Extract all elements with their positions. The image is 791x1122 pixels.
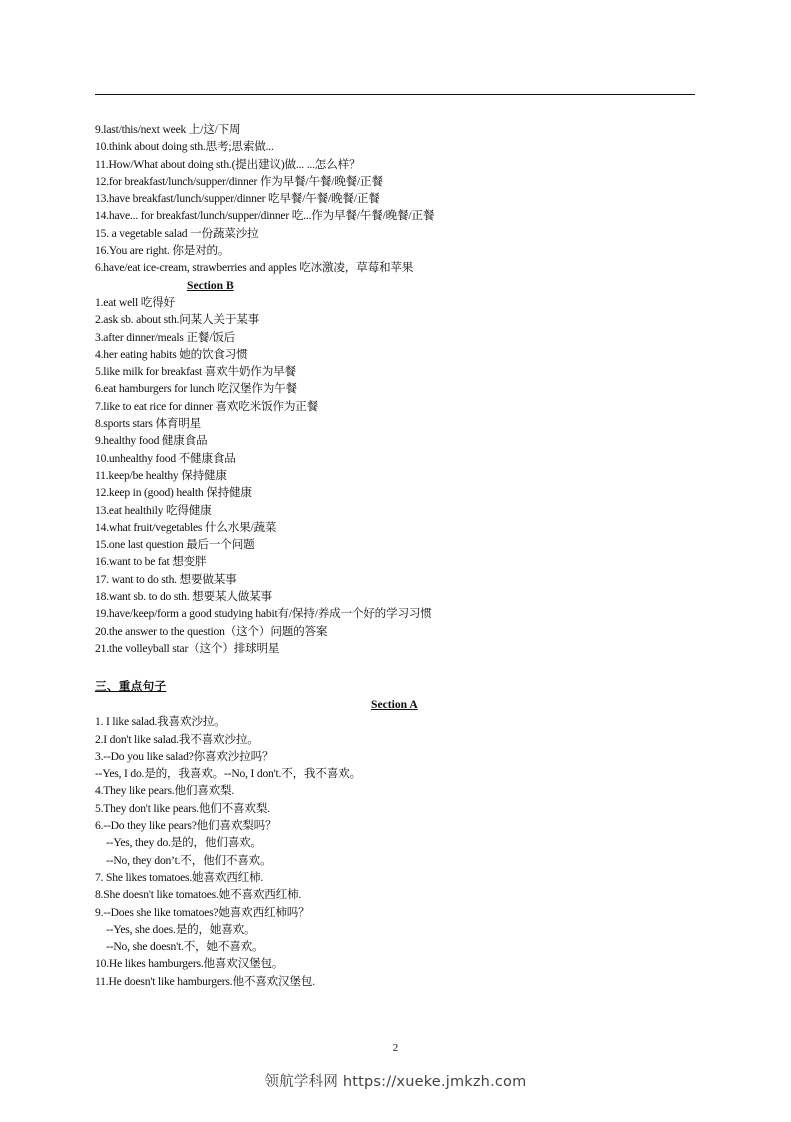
sentence-line: 7. She likes tomatoes.她喜欢西红柿.: [95, 870, 264, 884]
sentence-line: 6.--Do they like pears?他们喜欢梨吗？: [95, 819, 277, 833]
phrase-line: 9.healthy food 健康食品: [95, 434, 208, 448]
section-a-heading: [95, 696, 695, 713]
phrase-line: 12.keep in (good) health 保持健康: [95, 486, 252, 500]
watermark: 领航学科网 https://xueke.jmkzh.com: [264, 1074, 527, 1090]
phrase-line: 16.want to be fat 想变胖: [95, 555, 207, 569]
phrase-line: 2.ask sb. about sth.问某人关于某事: [95, 313, 259, 327]
phrase-line: 6.eat hamburgers for lunch 吃汉堡作为午餐: [95, 382, 297, 396]
phrase-line: 15. a vegetable salad 一份蔬菜沙拉: [95, 226, 259, 240]
section-a-heading-text: Section A: [371, 698, 418, 711]
phrase-line: 8.sports stars 体育明星: [95, 417, 202, 431]
phrase-line: 7.like to eat rice for dinner 喜欢吃米饭作为正餐: [95, 399, 319, 413]
phrases-block: [95, 121, 695, 657]
phrase-line: 19.have/keep/form a good studying habit有/保持/养成一个好的学习习惯: [95, 607, 432, 621]
sentence-line-indented: --Yes, she does.是的，她喜欢。: [106, 922, 256, 936]
phrase-line: 13.have breakfast/lunch/supper/dinner 吃早餐/午餐/晚餐/正餐: [95, 192, 380, 206]
phrase-line: 4.her eating habits 她的饮食习惯: [95, 347, 248, 361]
phrase-line: 6.have/eat ice-cream, strawberries and apples 吃冰激凌，草莓和苹果: [95, 261, 414, 275]
sentence-line: 2.I don't like salad.我不喜欢沙拉。: [95, 732, 259, 746]
phrase-line: 14.what fruit/vegetables 什么水果/蔬菜: [95, 520, 277, 534]
sentence-line-indented: --No, they don’t.不，他们不喜欢。: [106, 853, 272, 867]
phrase-line: 16.You are right. 你是对的。: [95, 244, 230, 258]
sentence-line: --Yes, I do.是的，我喜欢。--No, I don't.不，我不喜欢。: [95, 767, 361, 781]
section-b-heading-text: Section B: [187, 278, 234, 292]
phrase-line: 21.the volleyball star（这个）排球明星: [95, 641, 280, 655]
sentence-line: 9.--Does she like tomatoes?她喜欢西红柿吗？: [95, 905, 310, 919]
sentence-line: 3.--Do you like salad?你喜欢沙拉吗？: [95, 749, 274, 763]
phrase-line: 10.unhealthy food 不健康食品: [95, 451, 236, 465]
phrase-line: 18.want sb. to do sth. 想要某人做某事: [95, 590, 272, 604]
phrase-line: 11.keep/be healthy 保持健康: [95, 468, 227, 482]
phrase-line: 3.after dinner/meals 正餐/饭后: [95, 330, 236, 344]
phrase-line: 17. want to do sth. 想要做某事: [95, 572, 237, 586]
phrase-line: 20.the answer to the question（这个）问题的答案: [95, 624, 328, 638]
key-sentences-block: [95, 696, 695, 990]
phrase-line: 10.think about doing sth.思考;思索做...: [95, 140, 274, 154]
part-three-heading: 三、重点句子: [95, 679, 167, 693]
sentence-line: 10.He likes hamburgers.他喜欢汉堡包。: [95, 957, 284, 971]
phrase-line: 12.for breakfast/lunch/supper/dinner 作为早餐/午餐/晚餐/正餐: [95, 174, 383, 188]
phrase-line: 5.like milk for breakfast 喜欢牛奶作为早餐: [95, 365, 296, 379]
phrase-line: 1.eat well 吃得好: [95, 295, 175, 309]
sentence-line-indented: --No, she doesn't.不，她不喜欢。: [106, 940, 264, 954]
section-b-heading: [95, 277, 695, 294]
sentence-line: 8.She doesn't like tomatoes.她不喜欢西红柿.: [95, 888, 302, 902]
phrase-line: 14.have... for breakfast/lunch/supper/dinner 吃...作为早餐/午餐/晚餐/正餐: [95, 209, 435, 223]
sentence-line-indented: --Yes, they do.是的，他们喜欢。: [106, 836, 262, 850]
phrase-line: 9.last/this/next week 上/这/下周: [95, 123, 241, 136]
page-number: 2: [392, 1042, 399, 1054]
phrase-line: 11.How/What about doing sth.(提出建议)做... ...怎么样？: [95, 157, 361, 171]
sentence-line: 5.They don't like pears.他们不喜欢梨.: [95, 801, 270, 815]
phrase-line: 15.one last question 最后一个问题: [95, 538, 255, 552]
sentence-line: 4.They like pears.他们喜欢梨.: [95, 784, 235, 798]
header-rule: [95, 94, 695, 95]
phrase-line: 13.eat healthily 吃得健康: [95, 503, 212, 517]
sentence-line: 11.He doesn't like hamburgers.他不喜欢汉堡包.: [95, 974, 315, 988]
sentence-line: 1. I like salad.我喜欢沙拉。: [95, 715, 226, 729]
